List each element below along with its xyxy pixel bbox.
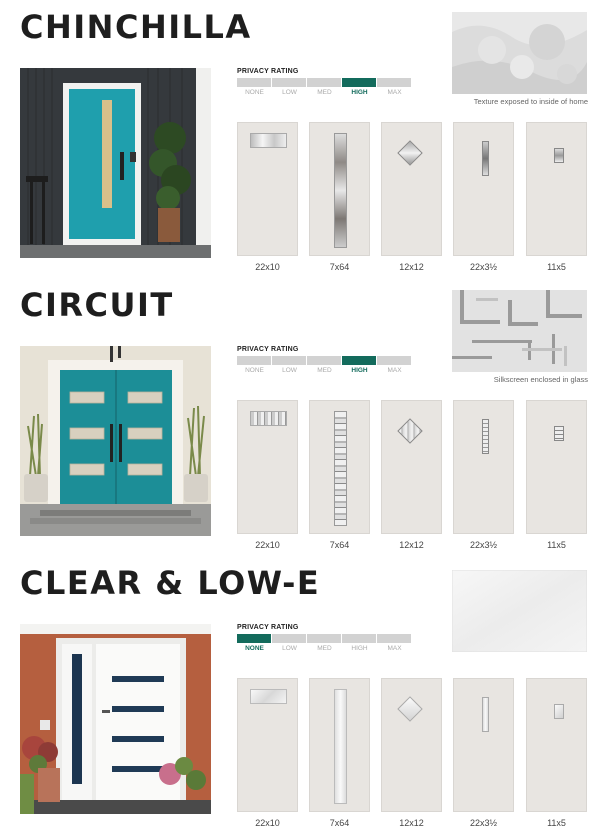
privacy-level-med: MED	[317, 89, 332, 96]
privacy-bar	[237, 634, 412, 643]
glass-panel-22x10	[237, 400, 298, 534]
privacy-level-low: LOW	[282, 645, 297, 652]
panel-label: 12x12	[399, 818, 424, 828]
glass-panel-22x3-5	[453, 678, 514, 812]
privacy-rating	[237, 624, 412, 652]
glass-panel-7x64	[309, 678, 370, 812]
privacy-rating	[237, 346, 412, 374]
privacy-level-med: MED	[317, 645, 332, 652]
privacy-level-labels	[237, 89, 412, 96]
glass-panel-22x3-5	[453, 122, 514, 256]
privacy-level-max: MAX	[387, 645, 402, 652]
privacy-segment-high	[342, 356, 376, 365]
glass-panel-12x12	[381, 678, 442, 812]
privacy-level-high: HIGH	[351, 89, 368, 96]
privacy-level-low: LOW	[282, 89, 297, 96]
privacy-segment-max	[377, 356, 411, 365]
privacy-bar	[237, 356, 412, 365]
panel-label: 11x5	[547, 818, 566, 828]
privacy-level-low: LOW	[282, 367, 297, 374]
privacy-segment-low	[272, 356, 306, 365]
panel-label: 12x12	[399, 540, 424, 550]
privacy-segment-low	[272, 78, 306, 87]
privacy-segment-none	[237, 356, 271, 365]
panel-label: 22x3½	[469, 540, 498, 550]
section-circuit	[0, 278, 615, 553]
privacy-segment-med	[307, 634, 341, 643]
privacy-level-none: NONE	[245, 645, 264, 652]
panel-label: 7x64	[329, 262, 350, 272]
privacy-segment-max	[377, 78, 411, 87]
panel-label: 12x12	[399, 262, 424, 272]
privacy-segment-none	[237, 78, 271, 87]
door-photo	[20, 346, 211, 536]
glass-panel-11x5	[526, 122, 587, 256]
privacy-level-max: MAX	[387, 89, 402, 96]
privacy-label: PRIVACY RATING	[237, 68, 299, 75]
privacy-segment-max	[377, 634, 411, 643]
privacy-segment-high	[342, 78, 376, 87]
texture-swatch	[452, 570, 587, 652]
privacy-level-high: HIGH	[351, 367, 368, 374]
privacy-level-high: HIGH	[351, 645, 368, 652]
privacy-level-labels	[237, 645, 412, 652]
privacy-segment-high	[342, 634, 376, 643]
privacy-bar	[237, 78, 412, 87]
panel-label: 22x3½	[469, 818, 498, 828]
glass-panel-22x3-5	[453, 400, 514, 534]
privacy-label: PRIVACY RATING	[237, 624, 299, 631]
texture-swatch	[452, 12, 587, 94]
texture-caption: Silkscreen enclosed in glass	[493, 375, 588, 384]
glass-panel-12x12	[381, 400, 442, 534]
privacy-level-med: MED	[317, 367, 332, 374]
door-photo	[20, 624, 211, 814]
section-title: CIRCUIT	[20, 286, 174, 324]
panel-label: 7x64	[329, 818, 350, 828]
privacy-level-labels	[237, 367, 412, 374]
glass-panel-11x5	[526, 400, 587, 534]
privacy-level-none: NONE	[245, 367, 264, 374]
panel-label: 22x10	[255, 262, 280, 272]
privacy-level-max: MAX	[387, 367, 402, 374]
privacy-level-none: NONE	[245, 89, 264, 96]
section-chinchilla	[0, 0, 615, 275]
texture-caption: Texture exposed to inside of home	[473, 97, 588, 106]
glass-panel-22x10	[237, 122, 298, 256]
section-title: CLEAR & LOW-E	[20, 564, 321, 602]
glass-panel-11x5	[526, 678, 587, 812]
section-title: CHINCHILLA	[20, 8, 252, 46]
glass-panel-7x64	[309, 122, 370, 256]
texture-swatch	[452, 290, 587, 372]
glass-panel-12x12	[381, 122, 442, 256]
section-clear-low-e	[0, 556, 615, 831]
door-photo	[20, 68, 211, 258]
glass-panel-22x10	[237, 678, 298, 812]
privacy-segment-med	[307, 78, 341, 87]
panel-label: 11x5	[547, 262, 566, 272]
panel-label: 22x10	[255, 540, 280, 550]
panel-label: 7x64	[329, 540, 350, 550]
privacy-segment-none	[237, 634, 271, 643]
privacy-rating	[237, 68, 412, 96]
panel-label: 22x3½	[469, 262, 498, 272]
glass-panel-7x64	[309, 400, 370, 534]
privacy-segment-med	[307, 356, 341, 365]
privacy-segment-low	[272, 634, 306, 643]
panel-label: 11x5	[547, 540, 566, 550]
panel-label: 22x10	[255, 818, 280, 828]
privacy-label: PRIVACY RATING	[237, 346, 299, 353]
